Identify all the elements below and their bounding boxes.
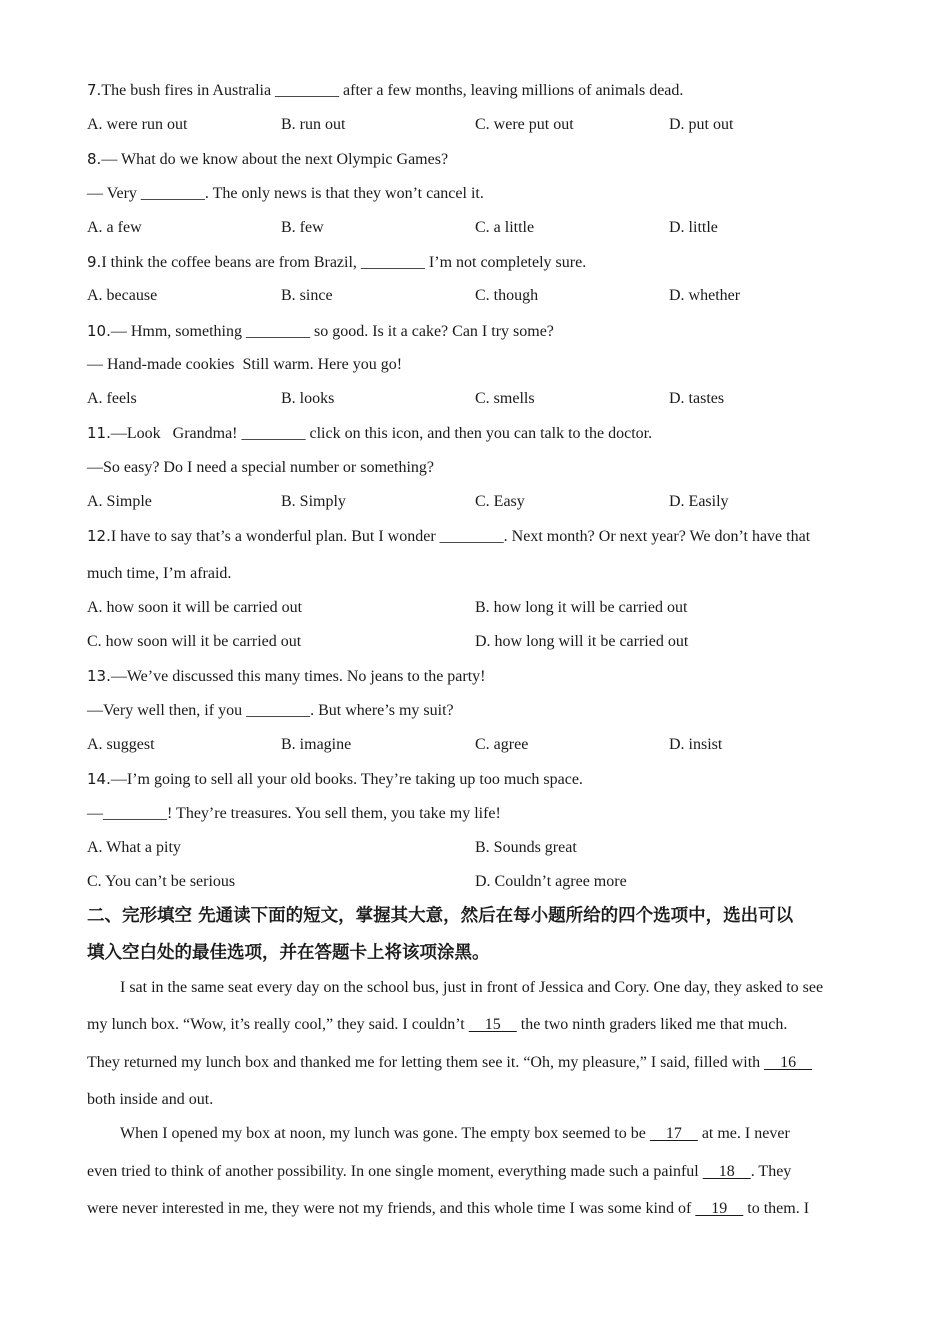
passage-p1-line-1 <box>120 978 823 998</box>
question-number: 10. <box>87 322 111 340</box>
option-a: A. how soon it will be carried out <box>87 599 303 616</box>
option-b: B. few <box>281 219 324 236</box>
option-c: C. smells <box>475 390 535 407</box>
question-text: I think the coffee beans are from Brazil, ________ I’m not completely sure. <box>101 254 587 271</box>
option-c: C. were put out <box>475 116 574 133</box>
question-text: The bush fires in Australia ________ after a few months, leaving millions of animals dead. <box>101 82 684 99</box>
question-text: —We’ve discussed this many times. No jeans to the party! <box>110 668 486 685</box>
option-c: C. agree <box>475 736 529 753</box>
passage-text: They returned my lunch box and thanked me for letting them see it. “Oh, my pleasure,” I said, filled with <box>87 1054 765 1071</box>
passage-text: both inside and out. <box>87 1091 214 1108</box>
question-12-stem <box>87 526 810 547</box>
question-10-stem <box>87 321 554 342</box>
option-a: A. because <box>87 287 158 304</box>
option-d: D. tastes <box>669 390 725 407</box>
blank-18[interactable]: 18 <box>702 1163 751 1180</box>
option-a: A. What a pity <box>87 839 181 856</box>
option-b: B. how long it will be carried out <box>475 599 688 616</box>
option-a: A. a few <box>87 219 142 236</box>
passage-text: I sat in the same seat every day on the school bus, just in front of Jessica and Cory. One day, they asked to see <box>120 979 824 996</box>
passage-text: the two ninth graders liked me that much. <box>516 1016 788 1033</box>
question-number: 8. <box>87 150 102 168</box>
option-b: B. since <box>281 287 333 304</box>
option-a: A. were run out <box>87 116 188 133</box>
passage-text: were never interested in me, they were not my friends, and this whole time I was some kind of <box>87 1200 696 1217</box>
question-number: 13. <box>87 667 111 685</box>
question-14-line-2: —________! They’re treasures. You sell them, you take my life! <box>87 805 501 822</box>
option-b: B. Simply <box>281 493 346 510</box>
question-text: —Look Grandma! ________ click on this icon, and then you can talk to the doctor. <box>110 425 653 442</box>
question-text: —I’m going to sell all your old books. They’re taking up too much space. <box>110 771 583 788</box>
passage-text: my lunch box. “Wow, it’s really cool,” they said. I couldn’t <box>87 1016 469 1033</box>
question-number: 7. <box>87 81 102 99</box>
question-number: 14. <box>87 770 111 788</box>
passage-p2-line-1 <box>120 1124 790 1144</box>
question-9-stem <box>87 252 586 273</box>
option-c: C. a little <box>475 219 535 236</box>
option-b: B. Sounds great <box>475 839 577 856</box>
blank-19[interactable]: 19 <box>695 1200 744 1217</box>
question-12-line-2: much time, I’m afraid. <box>87 565 232 582</box>
blank-15[interactable]: 15 <box>468 1016 517 1033</box>
option-d: D. Easily <box>669 493 729 510</box>
section-heading-line-1: 二、完形填空 先通读下面的短文，掌握其大意，然后在每小题所给的四个选项中，选出可以 <box>87 906 794 926</box>
passage-text: at me. I never <box>697 1125 790 1142</box>
passage-p1-line-2 <box>87 1015 787 1035</box>
question-8-line-2: — Very ________. The only news is that they won’t cancel it. <box>87 185 484 202</box>
question-13-line-2: —Very well then, if you ________. But where’s my suit? <box>87 702 454 719</box>
option-b: B. looks <box>281 390 335 407</box>
question-11-line-2: —So easy? Do I need a special number or something? <box>87 459 435 476</box>
option-d: D. Couldn’t agree more <box>475 873 627 890</box>
question-11-stem <box>87 423 652 444</box>
option-a: A. feels <box>87 390 137 407</box>
passage-text: to them. I <box>743 1200 810 1217</box>
option-d: D. whether <box>669 287 741 304</box>
option-d: D. how long will it be carried out <box>475 633 689 650</box>
passage-p1-line-3 <box>87 1053 812 1073</box>
option-b: B. imagine <box>281 736 352 753</box>
question-7-stem <box>87 80 683 101</box>
option-c: C. though <box>475 287 539 304</box>
question-number: 12. <box>87 527 111 545</box>
passage-text: even tried to think of another possibility. In one single moment, everything made such a painful <box>87 1163 703 1180</box>
section-heading-line-2: 填入空白处的最佳选项，并在答题卡上将该项涂黑。 <box>87 943 490 963</box>
option-c: C. how soon will it be carried out <box>87 633 302 650</box>
question-text: I have to say that’s a wonderful plan. But I wonder ________. Next month? Or next year? We don’t have that <box>110 528 811 545</box>
blank-17[interactable]: 17 <box>649 1125 698 1142</box>
passage-p2-line-2 <box>87 1162 791 1182</box>
option-d: D. little <box>669 219 718 236</box>
passage-text: . They <box>750 1163 792 1180</box>
question-8-stem <box>87 149 448 170</box>
option-c: C. You can’t be serious <box>87 873 236 890</box>
question-text: — Hmm, something ________ so good. Is it a cake? Can I try some? <box>110 323 554 340</box>
blank-16[interactable]: 16 <box>764 1054 813 1071</box>
question-text: — What do we know about the next Olympic Games? <box>101 151 449 168</box>
question-number: 9. <box>87 253 102 271</box>
option-a: A. suggest <box>87 736 155 753</box>
question-13-stem <box>87 666 486 687</box>
option-a: A. Simple <box>87 493 152 510</box>
passage-p2-line-3 <box>87 1199 809 1219</box>
option-d: D. insist <box>669 736 723 753</box>
question-10-line-2: — Hand-made cookies Still warm. Here you go! <box>87 356 403 373</box>
option-c: C. Easy <box>475 493 525 510</box>
option-b: B. run out <box>281 116 346 133</box>
passage-p1-line-4 <box>87 1090 213 1110</box>
question-number: 11. <box>87 424 111 442</box>
question-14-stem <box>87 769 583 790</box>
option-d: D. put out <box>669 116 734 133</box>
passage-text: When I opened my box at noon, my lunch was gone. The empty box seemed to be <box>120 1125 650 1142</box>
